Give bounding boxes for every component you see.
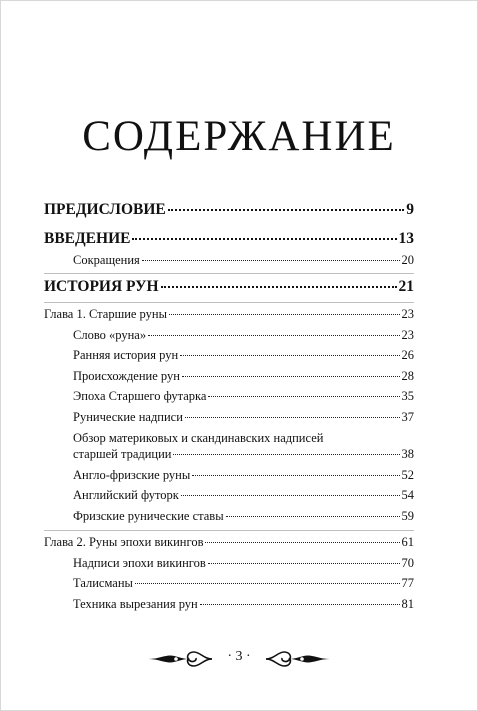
toc-label-line-2: старшей традиции: [73, 447, 172, 461]
toc-page-number: 52: [401, 468, 414, 482]
dot-leader: [180, 355, 399, 356]
toc-entry-abbreviations[interactable]: [73, 253, 414, 268]
toc-label: Сокращения: [73, 253, 140, 267]
toc-page-number: 81: [401, 597, 414, 611]
dot-leader: [181, 495, 400, 496]
toc-page-number: 26: [401, 348, 414, 362]
toc-label: Техника вырезания рун: [73, 597, 198, 611]
toc-entry[interactable]: [73, 488, 414, 503]
divider: [44, 530, 414, 531]
toc-page-number: 77: [401, 576, 414, 590]
toc-page-number: 9: [406, 201, 414, 218]
toc-entry-history[interactable]: [44, 278, 414, 296]
toc-page-number: 21: [398, 278, 414, 295]
toc-label: Эпоха Старшего футарка: [73, 389, 207, 403]
toc-label: Глава 1. Старшие руны: [44, 307, 167, 321]
divider: [44, 273, 414, 274]
toc-entry[interactable]: [73, 410, 414, 425]
page-title: СОДЕРЖАНИЕ: [82, 113, 396, 160]
toc-entry[interactable]: [73, 556, 414, 571]
toc-entry[interactable]: [73, 597, 414, 612]
dot-leader: [182, 376, 400, 377]
toc-page-number: 13: [398, 230, 414, 247]
page-footer: [0, 648, 478, 670]
dot-leader: [200, 604, 400, 605]
toc-entry[interactable]: [73, 468, 414, 483]
toc-label: Английский футорк: [73, 488, 179, 502]
toc-entry[interactable]: [73, 389, 414, 404]
toc-page-number: 23: [401, 328, 414, 342]
toc-entry[interactable]: [73, 369, 414, 384]
toc-page-number: 38: [401, 447, 414, 461]
toc-label: Слово «руна»: [73, 328, 147, 342]
toc-label: Надписи эпохи викингов: [73, 556, 206, 570]
toc-label: Англо-фризские руны: [73, 468, 191, 482]
dot-leader: [208, 396, 399, 397]
toc-page-number: 61: [401, 535, 414, 549]
toc-label: ПРЕДИСЛОВИЕ: [44, 201, 166, 218]
toc-page-number: 28: [401, 369, 414, 383]
dot-leader: [192, 475, 399, 476]
dot-leader: [142, 260, 400, 261]
dot-leader: [148, 335, 399, 336]
dot-leader: [226, 516, 400, 517]
dot-leader: [208, 563, 400, 564]
toc-entry[interactable]: [73, 576, 414, 591]
toc-page-number: 23: [401, 307, 414, 321]
dot-leader: [135, 583, 400, 584]
dot-leader: [168, 209, 405, 211]
divider: [44, 302, 414, 303]
toc-page-number: 35: [401, 389, 414, 403]
dot-leader: [132, 238, 396, 240]
dot-leader: [169, 314, 400, 315]
toc-label-line-1: Обзор материковых и скандинавских надписей: [73, 431, 324, 445]
dot-leader: [205, 542, 399, 543]
toc-entry[interactable]: [73, 348, 414, 363]
toc-page-number: 37: [401, 410, 414, 424]
toc-entry[interactable]: [73, 509, 414, 524]
right-ornament-icon: [264, 648, 332, 670]
toc-label: Происхождение рун: [73, 369, 180, 383]
toc-entry[interactable]: [73, 328, 414, 343]
toc-entry-overview[interactable]: [73, 447, 414, 462]
toc-page-number: 59: [401, 509, 414, 523]
toc-label: Глава 2. Руны эпохи викингов: [44, 535, 204, 549]
dot-leader: [173, 454, 399, 455]
toc-label: ВВЕДЕНИЕ: [44, 230, 131, 247]
toc-page-number: 20: [401, 253, 414, 267]
toc-label: Талисманы: [73, 576, 133, 590]
toc-entry-chapter-1[interactable]: [44, 307, 414, 322]
dot-leader: [185, 417, 400, 418]
page-number: · 3 ·: [227, 649, 251, 664]
toc-entry-preface[interactable]: [44, 201, 414, 219]
toc-entry-intro[interactable]: [44, 230, 414, 248]
dot-leader: [161, 286, 397, 288]
toc-entry-chapter-2[interactable]: [44, 535, 414, 550]
toc-label: Рунические надписи: [73, 410, 183, 424]
toc-label: Ранняя история рун: [73, 348, 179, 362]
toc-label: Фризские рунические ставы: [73, 509, 224, 523]
toc-page-number: 70: [401, 556, 414, 570]
toc-page-number: 54: [401, 488, 414, 502]
toc-label: ИСТОРИЯ РУН: [44, 278, 159, 295]
